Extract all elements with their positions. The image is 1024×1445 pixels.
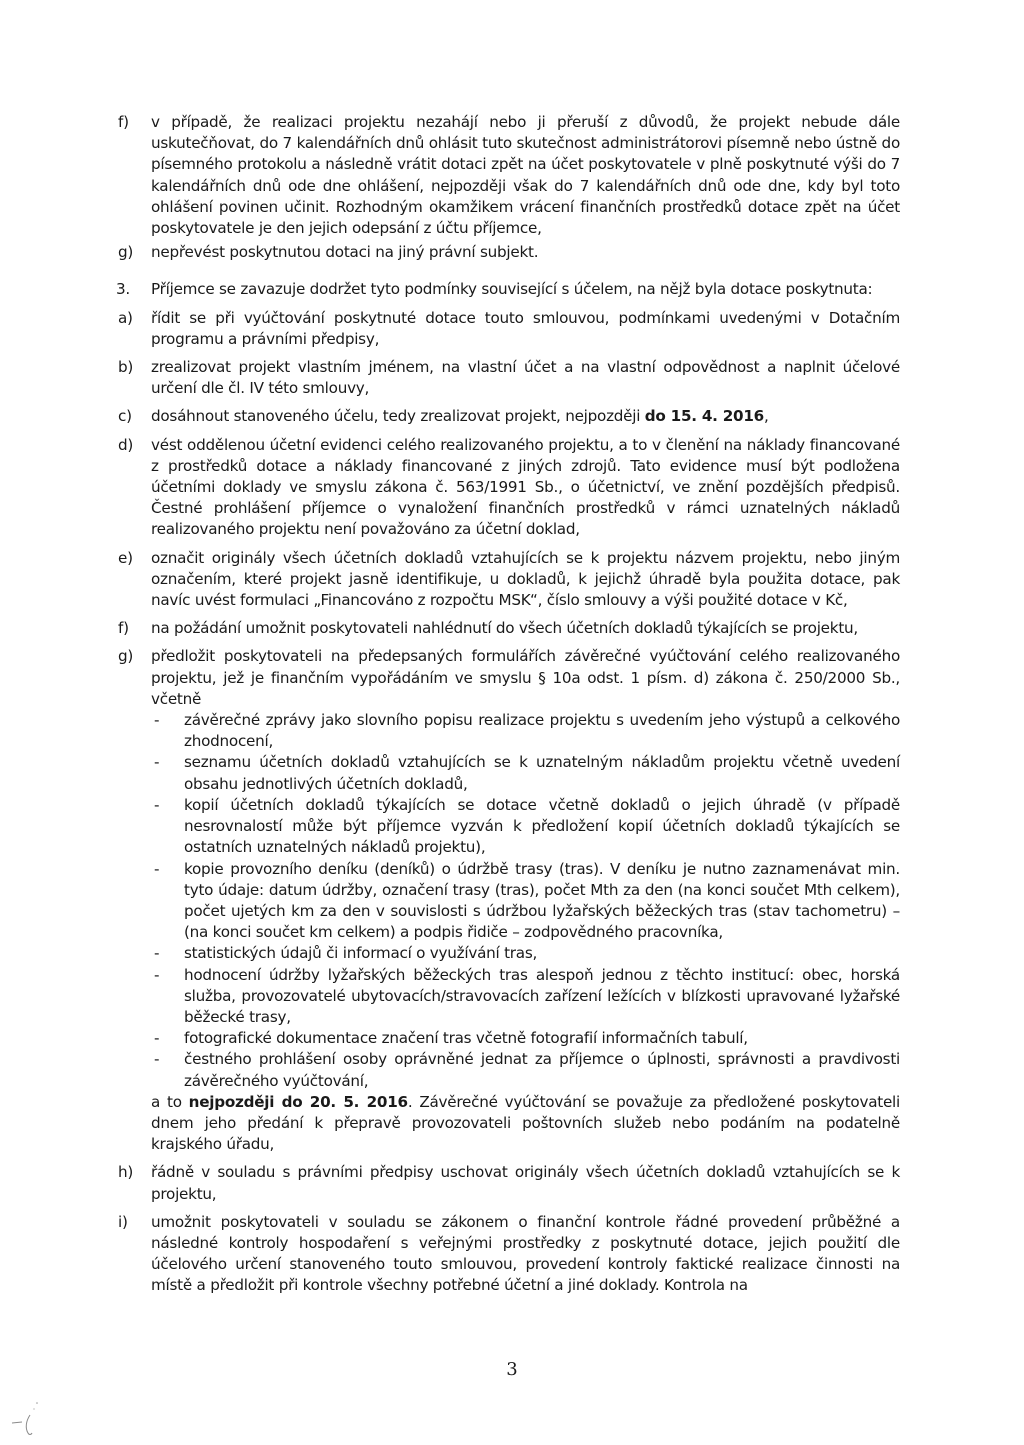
submission-deadline-note <box>151 1092 900 1156</box>
list-item-i <box>118 1212 900 1297</box>
item-marker: d) <box>118 435 134 454</box>
list-item <box>151 1028 900 1049</box>
list-item-g <box>118 646 900 1155</box>
item-text: označit originály všech účetních dokladů vztahujících se k projektu názvem projektu, nebo jiným označením, které projekt jasně identifikuje, u dokladů, k jejichž úhradě byla použita dotace, pak navíc uvést formulaci „Financováno z rozpočtu MSK“, číslo smlouvy a výši použité dotace v Kč, <box>151 548 900 610</box>
list-item <box>151 795 900 859</box>
item-marker: f) <box>118 619 129 638</box>
list-item-a <box>118 308 900 350</box>
list-item-f-top <box>118 112 900 239</box>
list-item-c <box>118 406 900 427</box>
item-text: řídit se při vyúčtování poskytnuté dotace touto smlouvou, podmínkami uvedenými v Dotačním programu a právními předpisy, <box>151 308 900 348</box>
item-marker: c) <box>118 407 132 426</box>
bullet-text: čestného prohlášení osoby oprávněné jednat za příjemce o úplnosti, správnosti a pravdivosti závěrečného vyúčtování, <box>184 1050 900 1090</box>
scan-mark-icon <box>6 1395 46 1437</box>
item-text-end: , <box>763 407 769 426</box>
bullet-text: kopie provozního deníku (deníků) o údržbě trasy (tras). V deníku je nutno zaznamenávat min. tyto údaje: datum údržby, označení trasy (tras), počet Mth za den (na konci součet Mth celkem), počet ujetých km za den v souvislosti s údržbou lyžařských běžeckých tras (stav tachometru) – (na konci součet km celkem) a podpis řidiče – zodpovědného pracovníka, <box>184 859 900 942</box>
item-text: dosáhnout stanoveného účelu, tedy zrealizovat projekt, nejpozději <box>151 407 645 426</box>
page-number: 3 <box>506 1359 518 1380</box>
item-marker: h) <box>118 1163 134 1182</box>
deadline-date: nejpozději do 20. 5. 2016 <box>188 1092 408 1111</box>
item-text: zrealizovat projekt vlastním jménem, na vlastní účet a na vlastní odpovědnost a naplnit účelové určení dle čl. IV této smlouvy, <box>151 358 900 398</box>
bullet-text: závěrečné zprávy jako slovního popisu realizace projektu s uvedením jeho výstupů a celkového zhodnocení, <box>184 711 900 751</box>
list-item <box>151 965 900 1029</box>
item-marker: f) <box>118 113 129 131</box>
list-item <box>151 752 900 794</box>
dash-marker: - <box>154 965 160 984</box>
list-item-h <box>118 1162 900 1204</box>
item-marker: a) <box>118 308 133 327</box>
list-item-b <box>118 357 900 399</box>
note-text: a to <box>151 1092 189 1111</box>
item-text: v případě, že realizaci projektu nezahájí nebo ji přeruší z důvodů, že projekt nebude dále uskutečňovat, do 7 kalendářních dnů ohlásit tuto skutečnost administrátorovi písemně nebo ústně do písemného protokolu a následně vrátit dotaci zpět na účet poskytovatele v plně poskytnuté výši do 7 kalendářních dnů ode dne ohlášení, nejpozději však do 7 kalendářních dnů ode dne, kdy byl toto ohlášení povinen učinit. Rozhodným okamžikem vrácení finančních prostředků dotace zpět na účet poskytovatele je den jejich odepsání z účtu příjemce, <box>151 113 900 238</box>
dash-marker: - <box>154 1050 160 1069</box>
bullet-text: hodnocení údržby lyžařských běžeckých tras alespoň jednou z těchto institucí: obec, horská služba, provozovatelé ubytovacích/stravovacích zařízení ležících v blízkosti upravované lyžařské běžecké trasy, <box>184 965 900 1026</box>
list-item <box>151 859 900 944</box>
item-text: umožnit poskytovateli v souladu se zákonem o finanční kontrole řádné provedení průběžné a následné kontroly hospodaření s veřejnými prostředky z poskytnuté dotace, jejich použití dle účelového určení stanoveného touto smlouvou, provedení kontroly faktické realizace činnosti na místě a předložit při kontrole všechny potřebné účetní a jiné doklady. Kontrola na <box>151 1212 900 1295</box>
dash-marker: - <box>154 795 160 814</box>
bullet-text: fotografické dokumentace značení tras včetně fotografií informačních tabulí, <box>184 1029 748 1048</box>
dash-marker: - <box>154 859 160 878</box>
list-item-d <box>118 435 900 541</box>
item-marker: i) <box>118 1212 128 1231</box>
list-item-f <box>118 618 900 639</box>
section-intro: Příjemce se zavazuje dodržet tyto podmínky související s účelem, na nějž byla dotace poskytnuta: <box>151 280 873 299</box>
item-marker: g) <box>118 243 134 262</box>
dash-marker: - <box>154 1029 160 1048</box>
item-marker: b) <box>118 358 134 377</box>
bullet-text: seznamu účetních dokladů vztahujících se k uznatelným nákladům projektu včetně uvedení obsahu jednotlivých účetních dokladů, <box>184 753 900 793</box>
bullet-text: kopií účetních dokladů týkajících se dotace včetně dokladů o jejich úhradě (v případě nesrovnalostí může být příjemce vyzván k předložení kopií účetních dokladů týkajících se ostatních uznatelných nákladů projektu), <box>184 795 900 857</box>
list-item <box>151 1049 900 1091</box>
list-item-g-top <box>118 242 900 263</box>
deadline-date: do 15. 4. 2016 <box>644 407 764 426</box>
report-requirements-list <box>151 710 900 1092</box>
dash-marker: - <box>154 944 160 963</box>
dash-marker: - <box>154 711 160 730</box>
document-body <box>118 112 900 1297</box>
section-3 <box>118 279 900 300</box>
dash-marker: - <box>154 753 160 772</box>
list-item <box>151 710 900 752</box>
item-text: nepřevést poskytnutou dotaci na jiný právní subjekt. <box>151 243 539 262</box>
list-item-e <box>118 548 900 612</box>
bullet-text: statistických údajů či informací o využívání tras, <box>184 944 538 963</box>
item-marker: g) <box>118 647 134 666</box>
item-text: předložit poskytovateli na předepsaných formulářích závěrečné vyúčtování celého realizovaného projektu, jež je finančním vypořádáním ve smyslu § 10a odst. 1 písm. d) zákona č. 250/2000 Sb., včetně <box>151 647 900 708</box>
item-text: řádně v souladu s právními předpisy uschovat originály všech účetních dokladů vztahujících se k projektu, <box>151 1163 900 1203</box>
list-item <box>151 943 900 964</box>
item-marker: e) <box>118 548 133 567</box>
section-number: 3. <box>116 280 130 299</box>
note-text-end: . Závěrečné vyúčtování se považuje za předložené poskytovateli dnem jeho předání k přepravě provozovateli poštovních služeb nebo podáním na podatelně krajského úřadu, <box>151 1092 900 1154</box>
item-text: vést oddělenou účetní evidenci celého realizovaného projektu, a to v členění na náklady financované z prostředků dotace a náklady financované z jiných zdrojů. Tato evidence musí být podložena účetními doklady ve smyslu zákona č. 563/1991 Sb., o účetnictví, ve znění pozdějších předpisů. Čestné prohlášení příjemce o vynaložení finančních prostředků v rámci uznatelných nákladů realizovaného projektu není považováno za účetní doklad, <box>151 435 900 539</box>
item-text: na požádání umožnit poskytovateli nahlédnutí do všech účetních dokladů týkajících se projektu, <box>151 619 858 638</box>
